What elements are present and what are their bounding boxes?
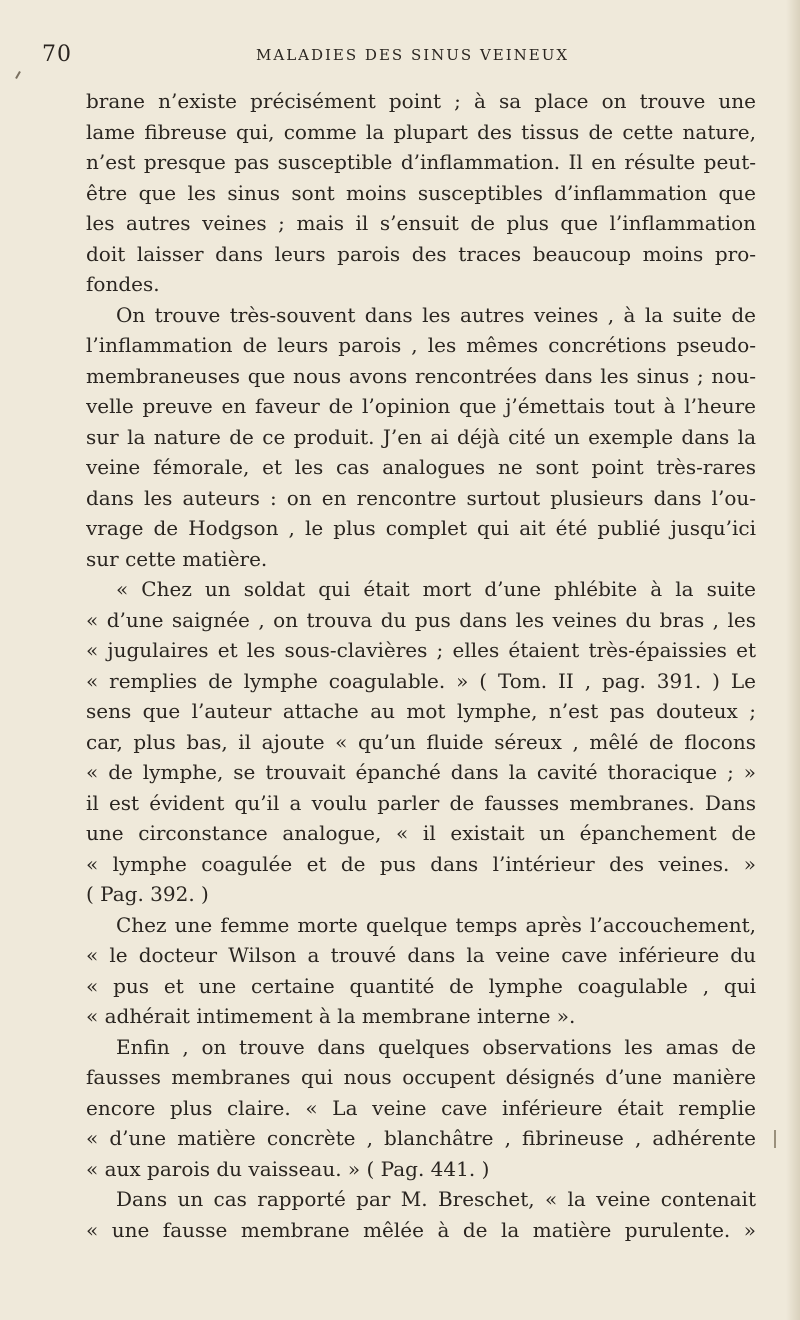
text-line: encore plus claire. « La veine cave inférieure était remplie [86,1095,756,1120]
text-line: « pus et une certaine quantité de lymphe coagulable , qui [86,973,756,998]
text-line: doit laisser dans leurs parois des traces beaucoup moins pro- [86,241,756,266]
text-line: l’inflammation de leurs parois , les mêmes concrétions pseudo- [86,333,756,357]
text-line: être que les sinus sont moins susceptibles d’inflammation que [86,180,756,205]
page-edge [786,0,800,1320]
text-line: n’est presque pas susceptible d’inflammation. Il en résulte peut- [86,150,756,174]
text-line: « remplies de lymphe coagulable. » ( Tom. II , pag. 391. ) Le [86,668,756,693]
text-line: « Chez un soldat qui était mort d’une phlébite à la suite [116,577,756,601]
text-line: sens que l’auteur attache au mot lymphe, n’est pas douteux ; [86,699,756,723]
page-header [0,40,800,70]
page-number: 70 [42,42,72,67]
text-line: sur la nature de ce produit. J’en ai déjà cité un exemple dans la [86,424,756,449]
running-title: MALADIES DES SINUS VEINEUX [256,46,570,64]
text-line: ( Pag. 392. ) [86,882,209,906]
text-line: « aux parois du vaisseau. » ( Pag. 441. ) [86,1156,490,1181]
text-line: membraneuses que nous avons rencontrées dans les sinus ; nou- [86,363,756,388]
text-line: « d’une saignée , on trouva du pus dans les veines du bras , les [86,607,756,632]
text-line: « jugulaires et les sous-clavières ; elles étaient très-épaissies et [86,638,756,662]
text-line: lame fibreuse qui, comme la plupart des tissus de cette nature, [86,119,756,144]
text-line: Enfin , on trouve dans quelques observations les amas de [116,1034,756,1059]
text-line: vrage de Hodgson , le plus complet qui ait été publié jusqu’ici [86,516,756,540]
text-line: Dans un cas rapporté par M. Breschet, « la veine contenait [116,1187,756,1211]
text-line: sur cette matière. [86,546,268,571]
text-line: « de lymphe, se trouvait épanché dans la cavité thoracique ; » [86,760,756,784]
text-line: car, plus bas, il ajoute « qu’un fluide séreux , mêlé de flocons [86,729,756,754]
margin-mark [15,71,21,79]
text-line: brane n’existe précisément point ; à sa place on trouve une [86,89,756,113]
text-line: Chez une femme morte quelque temps après l’accouchement, [116,912,756,937]
text-line: velle preuve en faveur de l’opinion que j’émettais tout à l’heure [86,394,756,418]
text-line: dans les auteurs : on en rencontre surtout plusieurs dans l’ou- [86,485,756,510]
body-text [86,86,756,1245]
text-line: veine fémorale, et les cas analogues ne sont point très-rares [86,455,756,479]
text-line: « lymphe coagulée et de pus dans l’intérieur des veines. » [86,851,756,876]
margin-mark [774,1130,776,1148]
text-line: les autres veines ; mais il s’ensuit de plus que l’inflammation [86,211,756,235]
text-line: « adhérait intimement à la membrane interne ». [86,1004,576,1028]
text-line: fondes. [86,272,160,296]
text-line: « d’une matière concrète , blanchâtre , fibrineuse , adhérente [86,1126,756,1150]
text-line: On trouve très-souvent dans les autres veines , à la suite de [116,302,756,327]
text-line: une circonstance analogue, « il existait un épanchement de [86,821,756,845]
text-line: il est évident qu’il a voulu parler de fausses membranes. Dans [86,790,756,815]
text-line: « le docteur Wilson a trouvé dans la veine cave inférieure du [86,943,756,967]
text-line: fausses membranes qui nous occupent désignés d’une manière [86,1065,756,1089]
text-line: « une fausse membrane mêlée à de la matière purulente. » [86,1217,756,1242]
